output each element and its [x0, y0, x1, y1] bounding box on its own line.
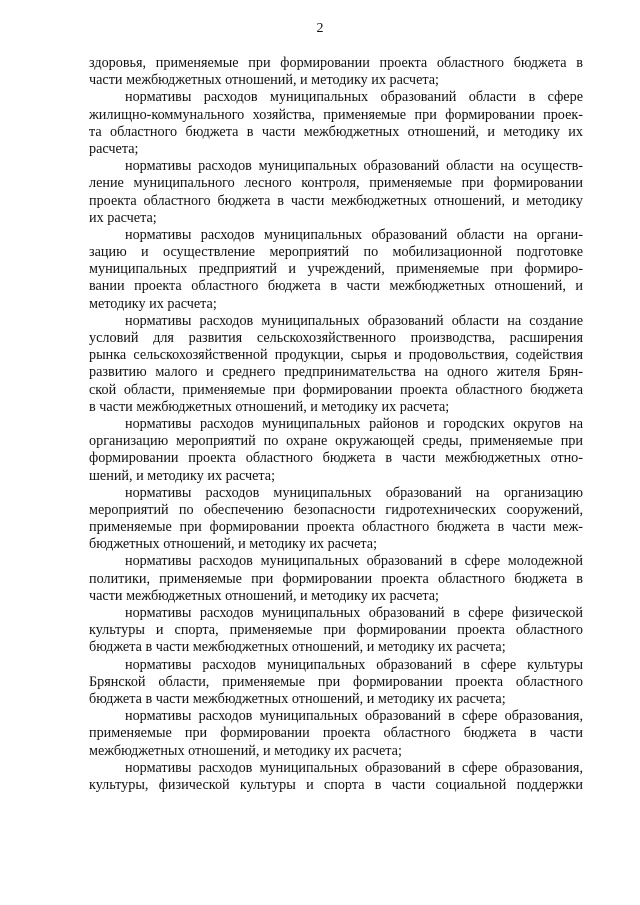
text-line: бюджета в части межбюджетных отношений, и методику их расчета; [89, 690, 506, 707]
paragraph [89, 553, 583, 605]
text-line: нормативы расходов муниципальных образований в сфере молодежной [125, 553, 583, 570]
text-line: применяемые при формировании проекта областного бюджета в части меж- [89, 519, 583, 536]
text-line: Брянской области, применяемые при формировании проекта областного [89, 673, 583, 690]
text-line: ской области, применяемые при формировании проекта областного бюджета [89, 381, 583, 398]
text-line: организацию мероприятий по охране окружающей среды, применяемые при [89, 433, 583, 450]
text-line: нормативы расходов муниципальных образований в сфере образования, [125, 708, 583, 725]
text-line: здоровья, применяемые при формировании проекта областного бюджета в [89, 55, 583, 71]
text-line: нормативы расходов муниципальных образований области в сфере [125, 89, 583, 106]
text-line: рынка сельскохозяйственной продукции, сырья и продовольствия, содействия [89, 347, 583, 364]
text-line: их расчета; [89, 209, 157, 226]
text-line: формировании проекта областного бюджета в части межбюджетных отно- [89, 450, 583, 467]
text-line: расчета; [89, 140, 139, 157]
paragraph [89, 313, 583, 416]
page-number: 2 [316, 21, 324, 36]
text-line: нормативы расходов муниципальных районов и городских округов на [125, 415, 583, 432]
paragraph [89, 760, 583, 794]
paragraph [89, 605, 583, 657]
text-line: бюджета в части межбюджетных отношений, и методику их расчета; [89, 639, 506, 656]
text-line: применяемые при формировании проекта областного бюджета в части [89, 725, 583, 742]
document-body [89, 55, 583, 794]
text-line: условий для развития сельскохозяйственного производства, расширения [89, 330, 583, 346]
text-line: методику их расчета; [89, 295, 217, 312]
paragraph [89, 55, 583, 89]
text-line: бюджетных отношений, и методику их расчета; [89, 536, 378, 553]
text-line: та областного бюджета в части межбюджетных отношений, и методику их [89, 123, 583, 140]
paragraph [89, 657, 583, 709]
text-line: нормативы расходов муниципальных образований области на создание [125, 312, 583, 329]
text-line: зацию и осуществление мероприятий по мобилизационной подготовке [89, 244, 583, 261]
text-line: вании проекта областного бюджета в части межбюджетных отношений, и [89, 278, 583, 295]
text-line: муниципальных предприятий и учреждений, применяемые при формиро- [89, 261, 583, 278]
text-line: жилищно-коммунального хозяйства, применяемые при формировании проек- [89, 106, 583, 123]
text-line: ление муниципального лесного контроля, применяемые при формировании [89, 175, 583, 192]
text-line: нормативы расходов муниципальных образований в сфере образования, [125, 759, 583, 776]
text-line: части межбюджетных отношений, и методику их расчета; [89, 587, 439, 604]
paragraph [89, 416, 583, 485]
paragraph [89, 158, 583, 227]
text-line: нормативы расходов муниципальных образований на организацию [125, 484, 583, 501]
text-line: нормативы расходов муниципальных образований области на осуществ- [125, 158, 583, 175]
text-line: развитию малого и среднего предпринимательства на одного жителя Брян- [89, 364, 583, 381]
paragraph [89, 708, 583, 760]
text-line: межбюджетных отношений, и методику их расчета; [89, 742, 402, 759]
text-line: нормативы расходов муниципальных образований в сфере культуры [125, 656, 583, 673]
paragraph [89, 89, 583, 158]
text-line: мероприятий по обеспечению безопасности гидротехнических сооружений, [89, 501, 583, 518]
text-line: культуры, физической культуры и спорта в части социальной поддержки [89, 776, 583, 793]
text-line: шений, и методику их расчета; [89, 467, 276, 484]
text-line: нормативы расходов муниципальных образований в сфере физической [125, 605, 583, 621]
text-line: политики, применяемые при формировании проекта областного бюджета в [89, 570, 583, 587]
text-line: проекта областного бюджета в части межбюджетных отношений, и методику [89, 192, 583, 209]
text-line: в части межбюджетных отношений, и методику их расчета; [89, 398, 450, 415]
text-line: культуры и спорта, применяемые при формировании проекта областного [89, 622, 583, 639]
text-line: части межбюджетных отношений, и методику их расчета; [89, 72, 439, 89]
paragraph [89, 485, 583, 554]
text-line: нормативы расходов муниципальных образований области на органи- [125, 226, 583, 243]
paragraph [89, 227, 583, 313]
